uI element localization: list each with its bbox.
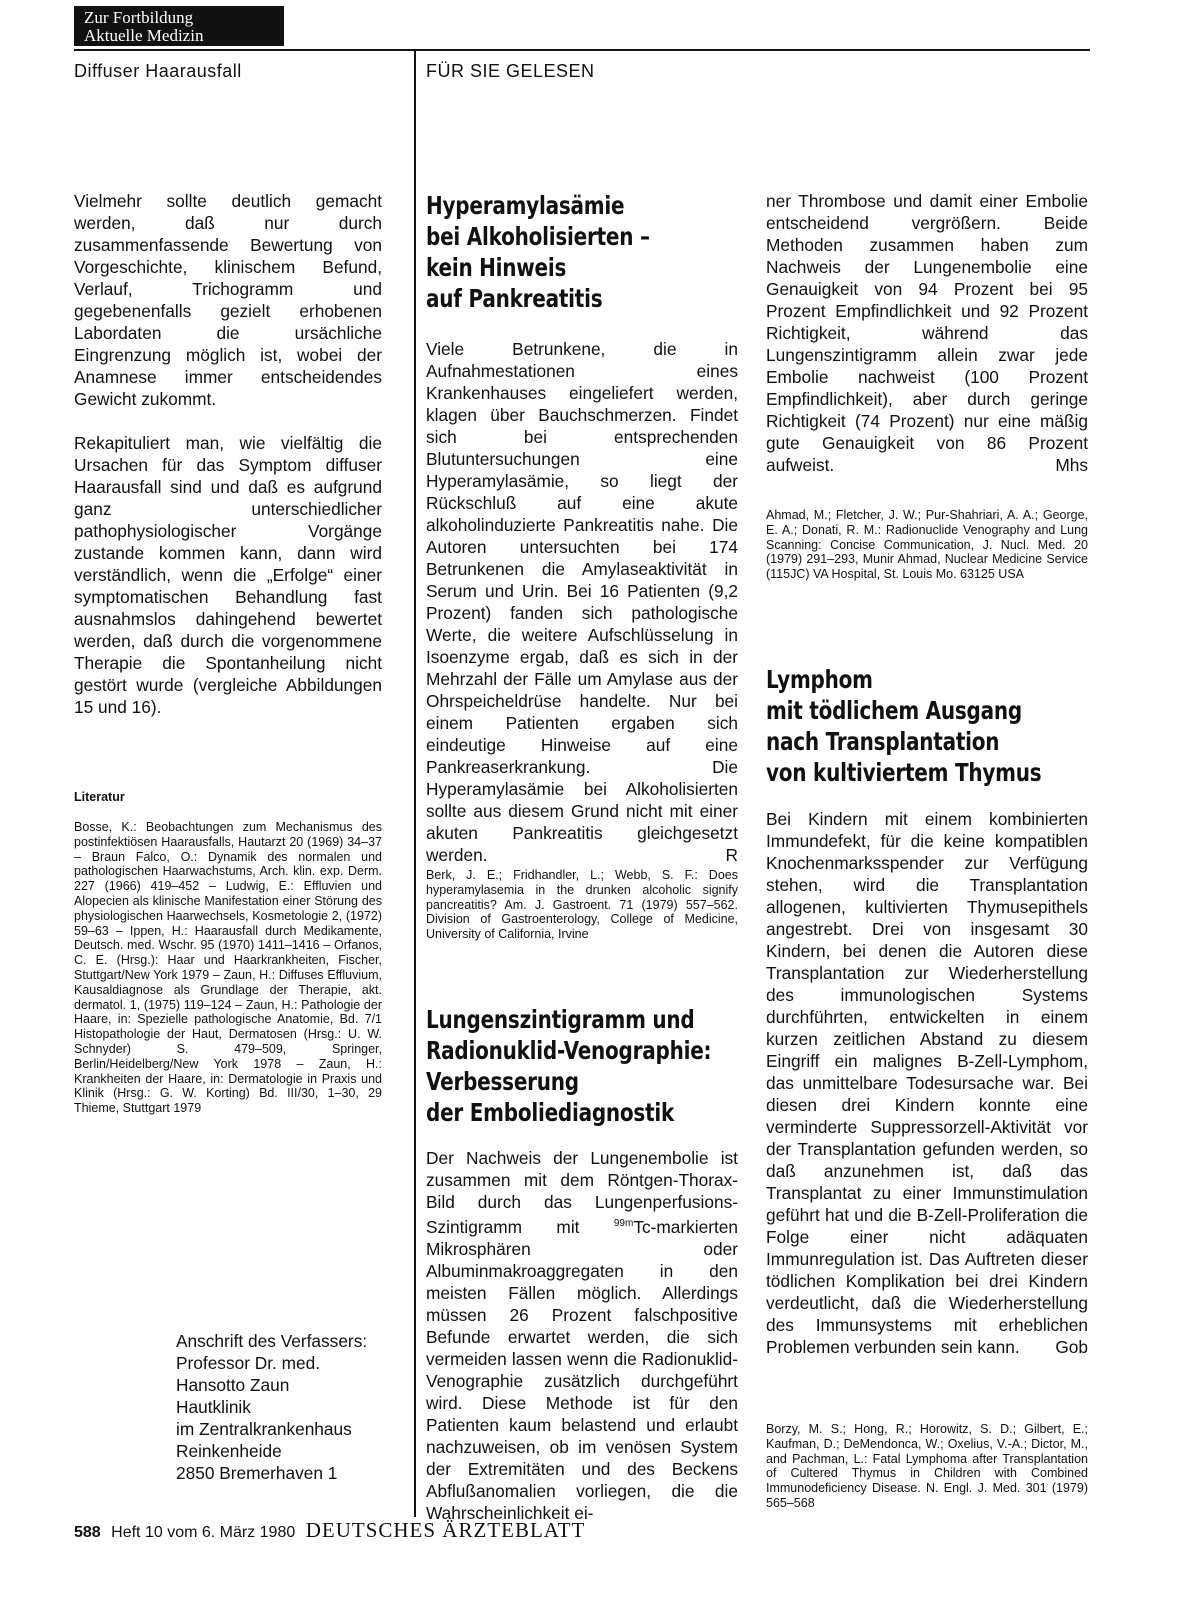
article-2-continuation-text: ner Thrombose und damit einer Embolie entscheidend vergrößern. Beide Methoden zusammen haben zum Nachweis der Lungenembolie eine Genauigkeit von 94 Prozent bei 95 Prozent Empfindlichkeit und 92 Prozent Richtigkeit, während das Lungenszintigramm allein zwar jede Embolie nachweist (100 Prozent Empfindlichkeit), aber durch geringe Richtigkeit (74 Prozent) nur eine mäßig gute Genauigkeit von 86 Prozent aufweist. (766, 191, 1088, 475)
article-1-signature: R (725, 845, 738, 865)
address-line: Reinkenheide (176, 1441, 282, 1461)
address-line: im Zentralkrankenhaus (176, 1419, 352, 1439)
article-2-body (426, 1147, 738, 1524)
article-1-reference: Berk, J. E.; Fridhandler, L.; Webb, S. F.: Does hyperamylasemia in the drunken alcoholic signify pancreatitis? Am. J. Gastroent. 71 (1979) 557–562. Division of Gastroenterology, College of Medicine, University of California, Irvine (426, 868, 738, 942)
address-line: Anschrift des Verfassers: (176, 1331, 368, 1351)
article-3-text: Bei Kindern mit einem kombinierten Immundefekt, für die keine kompatiblen Knochenmarksspender zur Verfügung stehen, wird die Transplantation allogenen, kultivierten Thymusepithels angestrebt. Drei von insgesamt 30 Kindern, bei denen die Autoren diese Transplantation zur Wiederherstellung des immunologischen Systems durchführten, entwickelten in einem kurzen zeitlichen Abstand zu diesem Eingriff ein malignes B-Zell-Lymphom, das unmittelbare Todesursache war. Bei diesen drei Kindern konnte eine verminderte Suppressorzell-Aktivität vor der Transplantation gefunden werden, so daß anzunehmen ist, daß das Transplantat zu einer Immunstimulation geführt hat und die B-Zell-Proliferation die Folge einer nicht adäquaten Immunregulation ist. Das Auftreten dieser tödlichen Komplikation bei drei Kindern verdeutlicht, daß die Wiederherstellung des Immunsystems mit erheblichen Problemen verbunden sein kann. (766, 809, 1088, 1357)
journal-title: DEUTSCHES ÄRZTEBLATT (305, 1518, 586, 1542)
isotope-superscript: 99m (613, 1218, 634, 1229)
article-1-headline (426, 190, 650, 314)
address-line: Hansotto Zaun (176, 1375, 290, 1395)
headline-line: Lungenszintigramm und (426, 1005, 695, 1034)
address-line: 2850 Bremerhaven 1 (176, 1463, 338, 1483)
headline-line: Verbesserung (426, 1067, 579, 1096)
issue-info: Heft 10 vom 6. März 1980 (111, 1524, 296, 1541)
headline-line: bei Alkoholisierten – (426, 222, 650, 251)
headline-line: Radionuklid-Venographie: (426, 1036, 712, 1065)
article-2-signature: Mhs (1055, 455, 1088, 475)
literature-heading: Literatur (74, 790, 125, 804)
article-1-body (426, 338, 738, 866)
article-2-text-part-2: Tc-markierten Mikrosphären oder Albuminmakroaggregaten in den meisten Fällen möglich. Allerdings müssen 26 Prozent falschpositive Befunde erwartet werden, die sich vermeiden lassen wenn die Radionuklid-Venographie zusätzlich durchgeführt wird. Diese Methode ist für den Patienten kaum belastend und erlaubt nachzuweisen, ob im venösen System der Extremitäten und des Beckens Abflußanomalien vorliegen, die die Wahrscheinlichkeit ei- (426, 1216, 738, 1523)
paragraph-1: Vielmehr sollte deutlich gemacht werden, daß nur durch zusammenfassende Bewertung von Vorgeschichte, klinischem Befund, Verlauf, Trichogramm und gegebenenfalls gezielt erhobenen Labordaten die ursächliche Eingrenzung möglich ist, wobei der Anamnese immer entscheidendes Gewicht zukommt. (74, 191, 382, 409)
article-3-reference: Borzy, M. S.; Hong, R.; Horowitz, S. D.; Gilbert, E.; Kaufman, D.; DeMendonca, W.; Oxelius, V.-A.; Dictor, M., and Pachman, L.: Fatal Lymphoma after Transplantation of Cultered Thymus in Children with Combined Immunodeficiency Disease. N. Engl. J. Med. 301 (1979) 565–568 (766, 1422, 1088, 1510)
section-label-right: FÜR SIE GELESEN (426, 61, 595, 81)
column-divider (414, 49, 416, 1517)
article-2-headline (426, 1004, 711, 1128)
article-3-body (766, 808, 1088, 1358)
address-line: Professor Dr. med. (176, 1353, 321, 1373)
rubric-line-2: Aktuelle Medizin (84, 26, 204, 45)
rubric-line-1: Zur Fortbildung (84, 8, 194, 27)
page-number: 588 (74, 1524, 101, 1541)
article-2-continuation (766, 190, 1088, 476)
article-3-headline (766, 664, 1041, 788)
headline-line: der Emboliediagnostik (426, 1098, 675, 1127)
page-footer (74, 1518, 585, 1543)
literature-list: Bosse, K.: Beobachtungen zum Mechanismus des postinfektiösen Haarausfalls, Hautarzt 20 (1969) 34–37 – Braun Falco, O.: Dynamik des normalen und pathologischen Haarwachstums, Arch. klin. exp. Derm. 227 (1966) 419–452 – Ludwig, E.: Effluvien und Alopecien als klinische Manifestation einer Störung des physiologischen Haarwechsels, Kosmetologie 2, (1972) 59–63 – Ippen, H.: Haarausfall durch Medikamente, Deutsch. med. Wschr. 95 (1970) 1411–1416 – Orfanos, C. E. (Hrsg.): Haar und Haarkrankheiten, Fischer, Stuttgart/New York 1979 – Zaun, H.: Diffuses Effluvium, Kausaldiagnose als Grundlage der Therapie, akt. dermatol. 1, (1975) 119–124 – Zaun, H.: Pathologie der Haare, in: Spezielle pathologische Anatomie, Bd. 7/1 Histopathologie der Haut, Dermatosen (Hrsg.: U. W. Schnyder) S. 479–509, Springer, Berlin/Heidelberg/New York 1978 – Zaun, H.: Krankheiten der Haare, in: Dermatologie in Praxis und Klinik (Hrsg.: G. W. Korting) Bd. III/30, 1–30, 29 Thieme, Stuttgart 1979 (74, 820, 382, 1116)
headline-line: kein Hinweis (426, 253, 567, 282)
headline-line: nach Transplantation (766, 727, 1000, 756)
article-3-signature: Gob (1055, 1337, 1088, 1357)
article-2-text-part-1: Der Nachweis der Lungenembolie ist zusammen mit dem Röntgen-Thorax-Bild durch das Lungenperfusions-Szintigramm mit (426, 1148, 738, 1237)
headline-line: auf Pankreatitis (426, 284, 603, 313)
headline-line: mit tödlichem Ausgang (766, 696, 1022, 725)
top-rule (74, 49, 1090, 51)
section-label-left: Diffuser Haarausfall (74, 61, 242, 81)
address-line: Hautklinik (176, 1397, 251, 1417)
article-2-reference: Ahmad, M.; Fletcher, J. W.; Pur-Shahriari, A. A.; George, E. A.; Donati, R. M.: Radionuclide Venography and Lung Scanning: Concise Communication, J. Nucl. Med. 20 (1979) 291–293, Munir Ahmad, Nuclear Medicine Service (115JC) VA Hospital, St. Louis Mo. 63125 USA (766, 508, 1088, 582)
article-1-text: Viele Betrunkene, die in Aufnahmestationen eines Krankenhauses eingeliefert werden, klagen über Bauchschmerzen. Findet sich bei entsprechenden Blutuntersuchungen eine Hyperamylasämie, so liegt der Rückschluß auf eine akute alkoholinduzierte Pankreatitis nahe. Die Autoren untersuchten bei 174 Betrunkenen die Amylaseaktivität in Serum und Urin. Bei 16 Patienten (9,2 Prozent) fanden sich pathologische Werte, die weitere Aufschlüsselung in Isoenzyme ergab, daß es sich in der Mehrzahl der Fälle um Amylase aus der Ohrspeicheldrüse handelte. Nur bei einem Patienten ergaben sich eindeutige Hinweise auf eine Pankreaserkrankung. Die Hyperamylasämie bei Alkoholisierten sollte aus diesem Grund nicht mit einer akuten Pankreatitis gleichgesetzt werden. (426, 339, 738, 865)
headline-line: Hyperamylasämie (426, 191, 625, 220)
headline-line: Lymphom (766, 665, 873, 694)
author-address (176, 1330, 367, 1484)
rubric-header-box (74, 6, 284, 46)
column-1-text (74, 190, 382, 718)
headline-line: von kultiviertem Thymus (766, 758, 1042, 787)
paragraph-2: Rekapituliert man, wie vielfältig die Ursachen für das Symptom diffuser Haarausfall sind und daß es aufgrund ganz unterschiedlicher pathophysiologischer Vorgänge zustande kommen kann, dann wird verständlich, wenn die „Erfolge“ einer symptomatischen Behandlung fast ausnahmslos dahingehend bewertet werden, daß durch die vorgenommene Therapie die Spontanheilung nicht gestört wurde (vergleiche Abbildungen 15 und 16). (74, 433, 382, 717)
